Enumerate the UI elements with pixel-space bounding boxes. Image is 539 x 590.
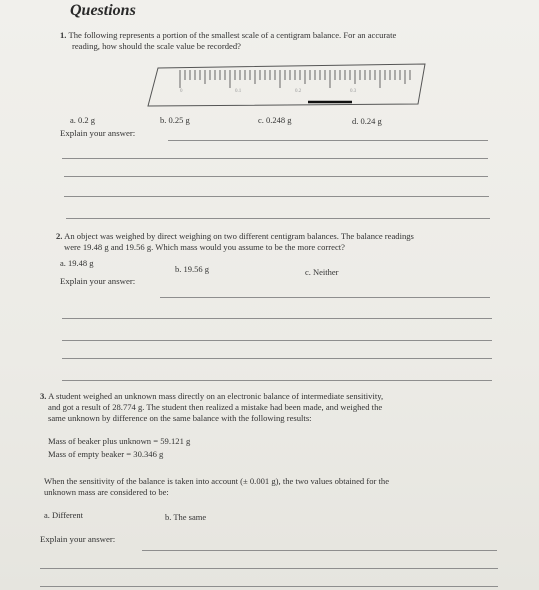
- q2-text-line1: 2. An object was weighed by direct weighing on two different centigram balances. The balance readings: [56, 231, 414, 241]
- q1-answer-line-5[interactable]: [66, 218, 490, 219]
- scale-label-3: 0.3: [350, 89, 357, 94]
- q3-option-a[interactable]: a. Different: [44, 510, 84, 520]
- q3-answer-line-1[interactable]: [142, 550, 497, 551]
- q2-option-c[interactable]: c. Neither: [305, 267, 339, 277]
- q3-sensitivity-line1: When the sensitivity of the balance is taken into account (± 0.001 g), the two values obtained for the: [44, 476, 390, 486]
- q1-option-d[interactable]: d. 0.24 g: [352, 116, 382, 126]
- balance-scale-drawing: [140, 60, 430, 110]
- q2-answer-line-1[interactable]: [160, 297, 490, 298]
- q2-text-line2: were 19.48 g and 19.56 g. Which mass would you assume to be the more correct?: [64, 242, 345, 252]
- q3-text-line1: 3. A student weighed an unknown mass directly on an electronic balance of intermediate sensitivity,: [40, 391, 384, 401]
- q2-explain-label: Explain your answer:: [60, 276, 136, 286]
- scale-label-2: 0.2: [295, 89, 302, 94]
- q2-answer-line-3[interactable]: [62, 340, 492, 341]
- page-title: Questions: [70, 2, 136, 19]
- q3-mass-line1: Mass of beaker plus unknown = 59.121 g: [48, 436, 191, 446]
- q2-option-a[interactable]: a. 19.48 g: [60, 258, 94, 268]
- q3-mass-line2: Mass of empty beaker = 30.346 g: [48, 449, 164, 459]
- q3-text-line2: and got a result of 28.774 g. The student then realized a mistake had been made, and weighed the: [48, 402, 383, 412]
- q1-explain-label: Explain your answer:: [60, 128, 136, 138]
- q2-option-b[interactable]: b. 19.56 g: [175, 264, 209, 274]
- q2-answer-line-4[interactable]: [62, 358, 492, 359]
- scale-label-1: 0.1: [235, 89, 242, 94]
- q3-sensitivity-line2: unknown mass are considered to be:: [44, 487, 169, 497]
- q1-answer-line-2[interactable]: [62, 158, 488, 159]
- q2-number: 2.: [56, 231, 63, 241]
- q3-answer-line-3[interactable]: [40, 586, 498, 587]
- q1-option-b[interactable]: b. 0.25 g: [160, 115, 190, 125]
- q3-text-line3: same unknown by difference on the same balance with the following results:: [48, 413, 312, 423]
- q3-option-b[interactable]: b. The same: [165, 512, 207, 522]
- q1-answer-line-4[interactable]: [64, 196, 489, 197]
- q1-text-line1: 1. The following represents a portion of the smallest scale of a centigram balance. For an accurate: [60, 30, 397, 40]
- scale-label-0: 0: [180, 89, 183, 94]
- q1-answer-line-1[interactable]: [168, 140, 488, 141]
- q3-explain-label: Explain your answer:: [40, 534, 116, 544]
- q1-option-a[interactable]: a. 0.2 g: [70, 115, 96, 125]
- q2-answer-line-5[interactable]: [62, 380, 492, 381]
- q1-number: 1.: [60, 30, 67, 40]
- q1-answer-line-3[interactable]: [64, 176, 488, 177]
- q1-text-line2: reading, how should the scale value be recorded?: [72, 41, 241, 51]
- q3-answer-line-2[interactable]: [40, 568, 498, 569]
- q3-number: 3.: [40, 391, 47, 401]
- q1-option-c[interactable]: c. 0.248 g: [258, 115, 292, 125]
- q2-answer-line-2[interactable]: [62, 318, 492, 319]
